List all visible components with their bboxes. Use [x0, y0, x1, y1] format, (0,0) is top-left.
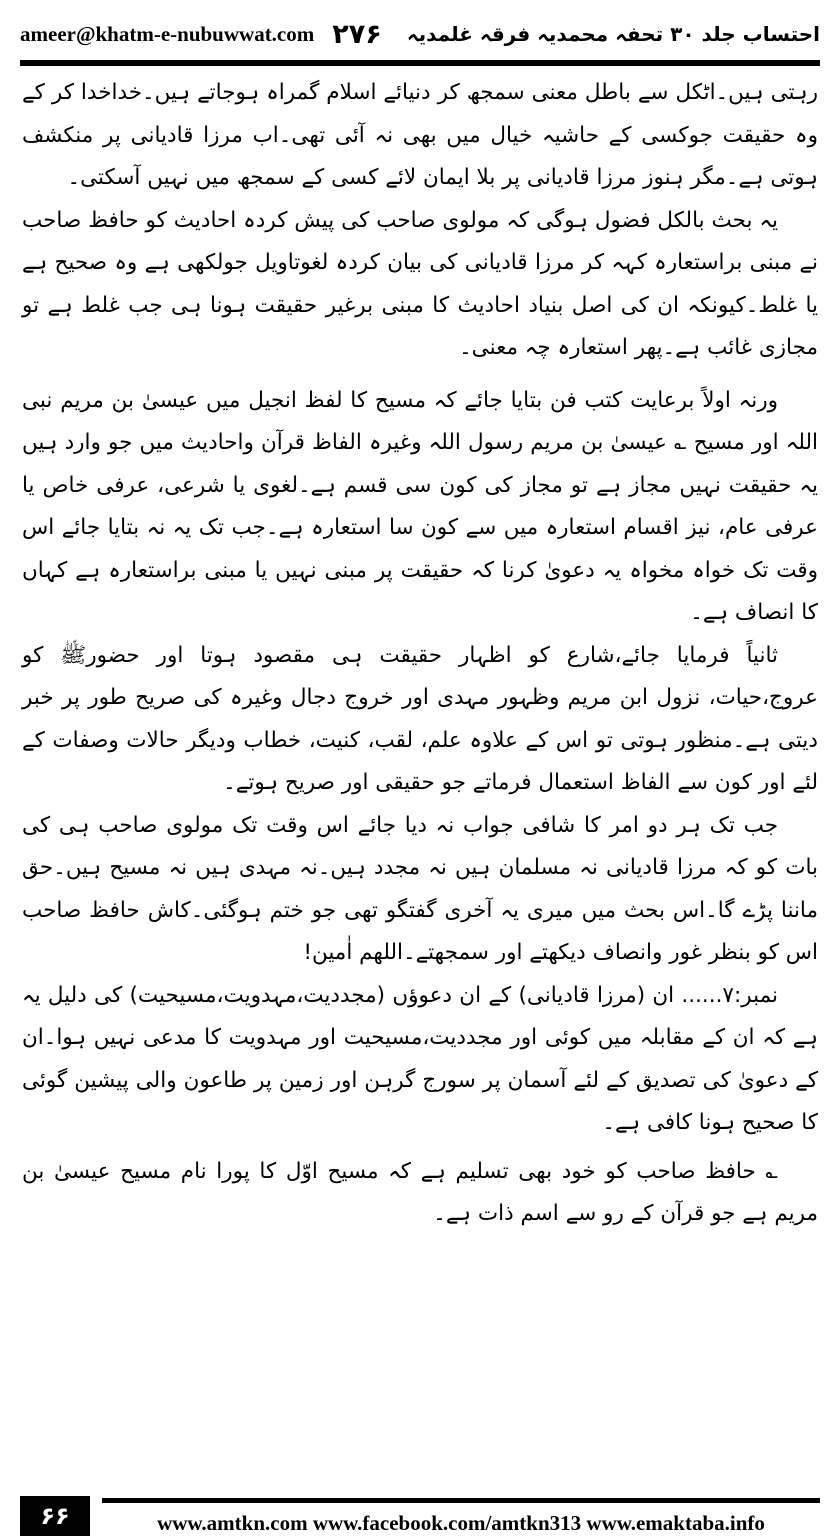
- paragraph-3: ورنہ اولاً برعایت کتب فن بتایا جائے کہ مسیح کا لفظ انجیل میں عیسیٰ بن مریم نبی اللہ اور مسیح ؎ عیسیٰ بن مریم رسول اللہ وغیرہ الفاظ قرآن واحادیث میں جو وارد ہیں یہ حقیقت نہیں مجاز ہے تو مجاز کی کون سی قسم ہے۔لغوی یا شرعی، عرفی خاص یا عرفی عام، نیز اقسام استعارہ میں سے کون سا استعارہ ہے۔جب تک یہ نہ بتایا جائے اس وقت تک خواہ مخواہ یہ دعویٰ کرنا کہ حقیقت پر مبنی نہیں یا مبنی براستعارہ ہے کہاں کا انصاف ہے۔: [22, 387, 818, 625]
- footer-right-group: [102, 1496, 820, 1536]
- page-header: [20, 14, 820, 54]
- footer-rule: [102, 1498, 820, 1503]
- footnote: ؎ حافظ صاحب کو خود بھی تسلیم ہے کہ مسیح اوّل کا پورا نام مسیح عیسیٰ بن مریم ہے جو قرآن کے رو سے اسم ذات ہے۔: [22, 1158, 818, 1226]
- paragraph-5: جب تک ہر دو امر کا شافی جواب نہ دیا جائے اس وقت تک مولوی صاحب ہی کی بات کو کہ مرزا قادیانی نہ مسلمان ہیں نہ مجدد ہیں۔نہ مہدی ہیں نہ مسیح ہیں۔حق ماننا پڑے گا۔اس بحث میں میری یہ آخری گفتگو تھی جو ختم ہوگئی۔کاش حافظ صاحب اس کو بنظر غور وانصاف دیکھتے اور سمجھتے۔اللھم اٰمین!: [22, 812, 818, 965]
- paragraph-6: نمبر:۷...... ان (مرزا قادیانی) کے ان دعوؤں (مجددیت،مہدویت،مسیحیت) کی دلیل یہ ہے کہ ان کے مقابلہ میں کوئی اور مجددیت،مسیحیت اور مہدویت کا مدعی نہیں ہوا۔ان کے دعویٰ کی تصدیق کے لئے آسمان پر سورج گرہن اور زمین پر طاعون والی پیشین گوئی کا صحیح ہونا کافی ہے۔: [22, 982, 818, 1135]
- footer-page-number: ۶۶: [20, 1496, 90, 1536]
- header-book-title: احتساب جلد ۳۰ تحفہ محمدیہ فرقہ غلمدیہ: [406, 22, 820, 46]
- page-footer: [20, 1496, 820, 1536]
- paragraph-4: ثانیاً فرمایا جائے،شارع کو اظہار حقیقت ہی مقصود ہوتا اور حضورﷺ کو عروج،حیات، نزول ابن مریم وظہور مہدی اور خروج دجال وغیرہ کی صریح طور پر خبر دیتی ہے۔منظور ہوتی تو اس کے علاوہ علم، لقب، کنیت، خطاب ودیگر حالات وصفات کے لئے اور کون سے الفاظ استعمال فرماتے جو حقیقی اور صریح ہوتے۔: [22, 642, 818, 795]
- paragraph-1: رہتی ہیں۔اٹکل سے باطل معنی سمجھ کر دنیائے اسلام گمراہ ہوجاتے ہیں۔خداخدا کر کے وہ حقیقت جوکسی کے حاشیہ خیال میں بھی نہ آئی تھی۔اب مرزا قادیانی پر منکشف ہوتی ہے۔مگر ہنوز مرزا قادیانی پر بلا ایمان لائے کسی کے سمجھ میں نہیں آسکتی۔: [22, 80, 818, 190]
- paragraph-2: یہ بحث بالکل فضول ہوگی کہ مولوی صاحب کی پیش کردہ احادیث کو حافظ صاحب نے مبنی براستعارہ کہہ کر مرزا قادیانی کی بیان کردہ لغوتاویل جولکھی ہے وہ صحیح ہے یا غلط۔کیونکہ ان کی اصل بنیاد احادیث کا مبنی برغیر حقیقت ہونا ہی جب غلط ہے تو مجازی غائب ہے۔پھر استعارہ چہ معنی۔: [22, 207, 818, 360]
- header-left-group: [20, 19, 382, 50]
- header-rule: [20, 60, 820, 66]
- header-email[interactable]: ameer@khatm-e-nubuwwat.com: [20, 21, 315, 46]
- footer-links[interactable]: www.amtkn.com www.facebook.com/amtkn313 www.emaktaba.info: [157, 1511, 765, 1535]
- page-body: [22, 72, 818, 1452]
- header-page-number: ۲۷۶: [332, 18, 382, 50]
